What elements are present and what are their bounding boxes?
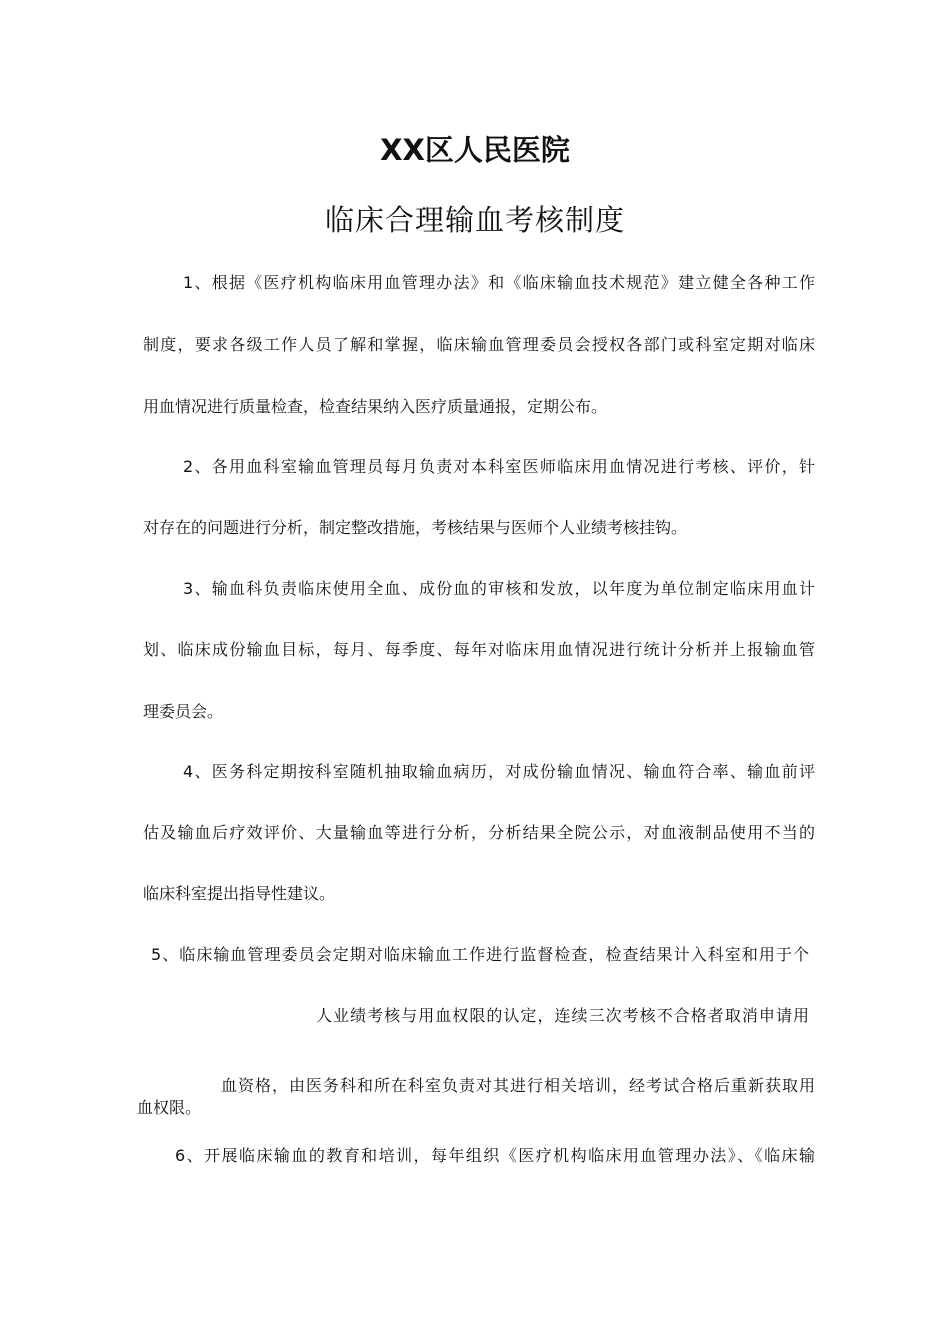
paragraph-line: 3、输血科负责临床使用全血、成份血的审核和发放，以年度为单位制定临床用血计: [183, 579, 815, 598]
paragraph-line: 血权限。: [137, 1098, 202, 1117]
paragraph-line: 5、临床输血管理委员会定期对临床输血工作进行监督检查，检查结果计入科室和用于个: [151, 945, 809, 964]
paragraph-line: 1、根据《医疗机构临床用血管理办法》和《临床输血技术规范》建立健全各种工作: [183, 273, 815, 292]
hospital-title: XX区人民医院: [380, 133, 570, 167]
paragraph-line: 用血情况进行质量检查，检查结果纳入医疗质量通报，定期公布。: [143, 397, 608, 416]
paragraph-line: 临床科室提出指导性建议。: [143, 884, 336, 903]
paragraph-line: 估及输血后疗效评价、大量输血等进行分析，分析结果全院公示，对血液制品使用不当的: [143, 823, 815, 842]
paragraph-line: 对存在的问题进行分析，制定整改措施，考核结果与医师个人业绩考核挂钩。: [143, 518, 688, 537]
paragraph-line: 制度，要求各级工作人员了解和掌握，临床输血管理委员会授权各部门或科室定期对临床: [143, 335, 815, 354]
paragraph-line: 血资格，由医务科和所在科室负责对其进行相关培训，经考试合格后重新获取用: [221, 1076, 815, 1095]
paragraph-line: 理委员会。: [143, 702, 224, 721]
paragraph-line: 4、医务科定期按科室随机抽取输血病历，对成份输血情况、输血符合率、输血前评: [183, 762, 815, 781]
document-subtitle: 临床合理输血考核制度: [324, 203, 625, 237]
paragraph-line: 人业绩考核与用血权限的认定，连续三次考核不合格者取消申请用: [316, 1006, 809, 1025]
paragraph-line: 划、临床成份输血目标，每月、每季度、每年对临床用血情况进行统计分析并上报输血管: [143, 640, 815, 659]
paragraph-line: 2、各用血科室输血管理员每月负责对本科室医师临床用血情况进行考核、评价，针: [183, 457, 815, 476]
paragraph-line: 6、开展临床输血的教育和培训，每年组织《医疗机构临床用血管理办法》、《临床输: [175, 1146, 815, 1165]
